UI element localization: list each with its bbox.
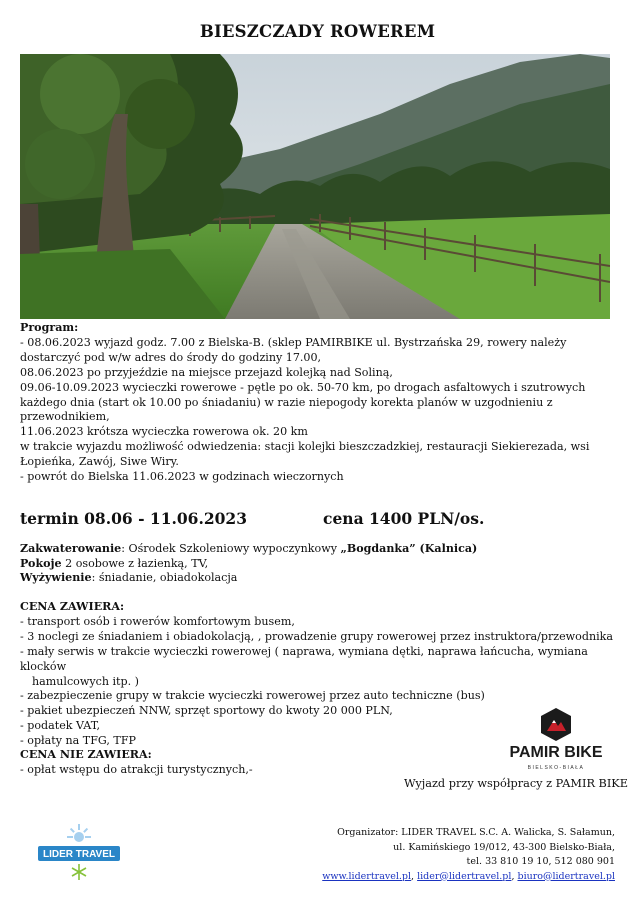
website-link[interactable]: www.lidertravel.pl <box>322 870 412 882</box>
rooms-line <box>20 557 477 572</box>
link-separator: , <box>411 870 418 882</box>
program-line: w trakcie wyjazdu możliwość odwiedzenia: stacji kolejki bieszczadzkiej, restauracji Siekierezada, wsi Łopieńka, Zawój, Siwe Wiry. <box>20 440 590 469</box>
trip-price: cena 1400 PLN/os. <box>323 509 485 528</box>
hero-photo <box>20 54 610 319</box>
food-label: Wyżywienie <box>20 571 92 585</box>
includes-heading: CENA ZAWIERA: <box>20 600 125 613</box>
includes-item: hamulcowych itp. ) <box>32 674 139 688</box>
pamir-bike-logo <box>500 707 612 773</box>
accommodation-text: : Ośrodek Szkoleniowy wypoczynkowy <box>121 542 341 555</box>
partnership-note: Wyjazd przy współpracy z PAMIR BIKE <box>404 777 628 790</box>
pamir-brand: PAMIR BIKE <box>509 744 603 761</box>
price-excludes <box>20 748 253 778</box>
program-label: Program: <box>20 321 79 334</box>
link-separator: , <box>511 870 518 882</box>
excludes-heading: CENA NIE ZAWIERA: <box>20 748 152 761</box>
accommodation-name: „Bogdanka” (Kalnica) <box>340 542 478 555</box>
program-line: 08.06.2023 po przyjeździe na miejsce przejazd kolejką nad Soliną, <box>20 365 393 379</box>
program-section <box>20 321 618 485</box>
program-line: - powrót do Bielska 11.06.2023 w godzinach wieczornych <box>20 470 344 484</box>
mountain-icon <box>541 708 571 741</box>
includes-item: - transport osób i rowerów komfortowym busem, <box>20 614 295 628</box>
excludes-item: - opłat wstępu do atrakcji turystycznych,- <box>20 762 253 776</box>
program-line: 11.06.2023 krótsza wycieczka rowerowa ok. 20 km <box>20 425 308 439</box>
rooms-text: 2 osobowe z łazienką, TV, <box>61 556 209 570</box>
lider-logo-text: LIDER TRAVEL <box>42 849 116 860</box>
stay-info <box>20 542 477 586</box>
biuro-email-link[interactable]: biuro@lidertravel.pl <box>517 870 615 882</box>
pamir-city: BIELSKO-BIAŁA <box>527 765 585 771</box>
snowflake-icon <box>72 864 86 880</box>
lider-travel-logo <box>36 824 122 882</box>
includes-item: - zabezpieczenie grupy w trakcie wycieczki rowerowej przez auto techniczne (bus) <box>20 689 485 703</box>
includes-item: - podatek VAT, <box>20 719 101 733</box>
includes-item: - pakiet ubezpieczeń NNW, sprzęt sportowy do kwoty 20 000 PLN, <box>20 704 393 718</box>
organizer-address: ul. Kamińskiego 19/012, 43-300 Bielsko-Biała, <box>393 841 615 853</box>
includes-item: - 3 noclegi ze śniadaniem i obiadokolacją, , prowadzenie grupy rowerowej przez instruktora/przewodnika <box>20 629 613 643</box>
organizer-links <box>285 870 615 885</box>
includes-item: - mały serwis w trakcie wycieczki rowerowej ( naprawa, wymiana dętki, naprawa łańcucha, wymiana klocków <box>20 644 588 673</box>
program-line: - 08.06.2023 wyjazd godz. 7.00 z Bielska-B. (sklep PAMIRBIKE ul. Bystrzańska 29, rowery należy dostarczyć pod w/w adres do środy do godziny 17.00, <box>20 335 567 364</box>
accommodation-label: Zakwaterowanie <box>20 542 122 555</box>
program-line: 09.06-10.09.2023 wycieczki rowerowe - pętle po ok. 50-70 km, po drogach asfaltowych i szutrowych każdego dnia (start ok 10.00 po śniadaniu) w razie niepogody korekta planów w uzgodnieniu z przewodnikiem, <box>20 380 586 424</box>
page-title: BIESZCZADY ROWEREM <box>199 22 436 41</box>
trip-dates: termin 08.06 - 11.06.2023 <box>20 509 247 528</box>
organizer-phone: tel. 33 810 19 10, 512 080 901 <box>466 856 615 868</box>
food-text: : śniadanie, obiadokolacja <box>91 571 238 585</box>
organizer-info <box>285 826 615 884</box>
organizer-line: Organizator: LIDER TRAVEL S.C. A. Walicka, S. Sałamun, <box>337 827 615 838</box>
sun-icon <box>67 824 91 842</box>
food-line <box>20 571 477 586</box>
includes-item: - opłaty na TFG, TFP <box>20 734 136 748</box>
rooms-label: Pokoje <box>20 556 62 570</box>
lider-email-link[interactable]: lider@lidertravel.pl <box>417 870 512 882</box>
accommodation-line <box>20 542 477 557</box>
